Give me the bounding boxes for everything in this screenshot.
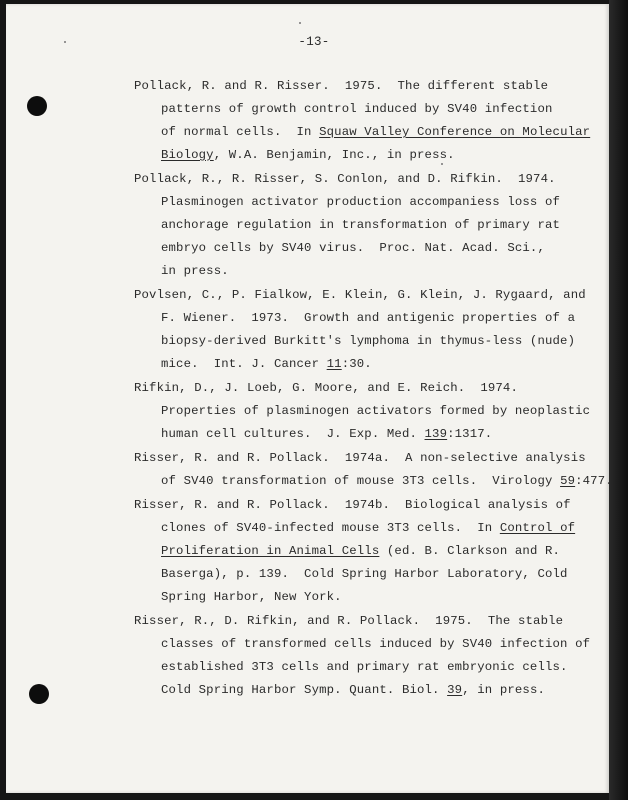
reference-text: Baserga), p. 139. Cold Spring Harbor Laboratory, Cold — [161, 567, 568, 581]
reference-entry-line — [161, 357, 372, 371]
reference-text: mice. Int. J. Cancer — [161, 357, 327, 371]
reference-text: Cold Spring Harbor Symp. Quant. Biol. — [161, 683, 448, 697]
reference-text: , in press. — [462, 683, 546, 697]
reference-text: established 3T3 cells and primary rat embryonic cells. — [161, 660, 568, 674]
reference-text: anchorage regulation in transformation of primary rat — [161, 218, 561, 232]
reference-underlined-text: Control of — [499, 521, 576, 535]
reference-text: Pollack, R., R. Risser, S. Conlon, and D. Rifkin. 1974. — [134, 172, 556, 186]
reference-entry-line — [161, 264, 229, 278]
reference-text: in press. — [161, 264, 229, 278]
reference-entry-first-line — [134, 172, 556, 186]
reference-entry-line — [161, 125, 590, 139]
reference-text: Risser, R., D. Rifkin, and R. Pollack. 1975. The stable — [134, 614, 564, 628]
reference-entry-first-line — [134, 614, 563, 628]
reference-text: human cell cultures. J. Exp. Med. — [161, 427, 425, 441]
reference-text: of SV40 transformation of mouse 3T3 cells. Virology — [161, 474, 561, 488]
reference-text: Properties of plasminogen activators formed by neoplastic — [161, 404, 591, 418]
reference-text: embryo cells by SV40 virus. Proc. Nat. Acad. Sci., — [161, 241, 545, 255]
reference-entry-line — [161, 683, 545, 697]
reference-text: , W.A. Benjamin, Inc., in press. — [213, 148, 455, 162]
reference-text: of normal cells. In — [161, 125, 320, 139]
reference-text: :1317. — [447, 427, 493, 441]
reference-entry-line — [161, 404, 590, 418]
reference-text: Povlsen, C., P. Fialkow, E. Klein, G. Klein, J. Rygaard, and — [134, 288, 586, 302]
reference-underlined-text: Squaw Valley Conference on Molecular — [319, 125, 591, 139]
reference-entry-line — [161, 195, 560, 209]
reference-entry-line — [161, 637, 590, 651]
reference-entry-line — [161, 660, 568, 674]
reference-entry-line — [161, 241, 545, 255]
reference-entry-line — [161, 427, 492, 441]
reference-underlined-text: 11 — [326, 357, 342, 371]
reference-entry-line — [161, 311, 575, 325]
reference-entry-line — [161, 148, 455, 162]
reference-entry-line — [161, 218, 560, 232]
reference-entry-line — [161, 590, 342, 604]
reference-text: Rifkin, D., J. Loeb, G. Moore, and E. Reich. 1974. — [134, 381, 518, 395]
reference-underlined-text: 139 — [424, 427, 448, 441]
page-number: -13- — [298, 35, 330, 49]
reference-entry-first-line — [134, 451, 586, 465]
reference-entry-line — [161, 334, 575, 348]
reference-entry-first-line — [134, 79, 548, 93]
reference-entry-first-line — [134, 381, 518, 395]
reference-underlined-text: 59 — [560, 474, 576, 488]
reference-text: biopsy-derived Burkitt's lymphoma in thymus-less (nude) — [161, 334, 576, 348]
reference-text: Pollack, R. and R. Risser. 1975. The different stable — [134, 79, 549, 93]
reference-entry-first-line — [134, 498, 571, 512]
reference-text: clones of SV40-infected mouse 3T3 cells. In — [161, 521, 500, 535]
reference-entry-line — [161, 544, 560, 558]
reference-entry-line — [161, 474, 613, 488]
reference-text: Spring Harbor, New York. — [161, 590, 342, 604]
reference-text: classes of transformed cells induced by SV40 infection of — [161, 637, 591, 651]
reference-entry-line — [161, 567, 568, 581]
reference-text: Risser, R. and R. Pollack. 1974b. Biological analysis of — [134, 498, 571, 512]
reference-entry-first-line — [134, 288, 586, 302]
reference-underlined-text: Biology — [161, 148, 214, 162]
reference-text: Risser, R. and R. Pollack. 1974a. A non-selective analysis — [134, 451, 586, 465]
reference-entry-line — [161, 102, 553, 116]
reference-underlined-text: 39 — [447, 683, 463, 697]
reference-text: (ed. B. Clarkson and R. — [379, 544, 561, 558]
reference-text: F. Wiener. 1973. Growth and antigenic properties of a — [161, 311, 576, 325]
reference-text: :477. — [575, 474, 613, 488]
reference-text: Plasminogen activator production accompaniess loss of — [161, 195, 561, 209]
reference-entry-line — [161, 521, 575, 535]
reference-underlined-text: Proliferation in Animal Cells — [161, 544, 380, 558]
reference-text: :30. — [341, 357, 372, 371]
reference-text: patterns of growth control induced by SV40 infection — [161, 102, 553, 116]
